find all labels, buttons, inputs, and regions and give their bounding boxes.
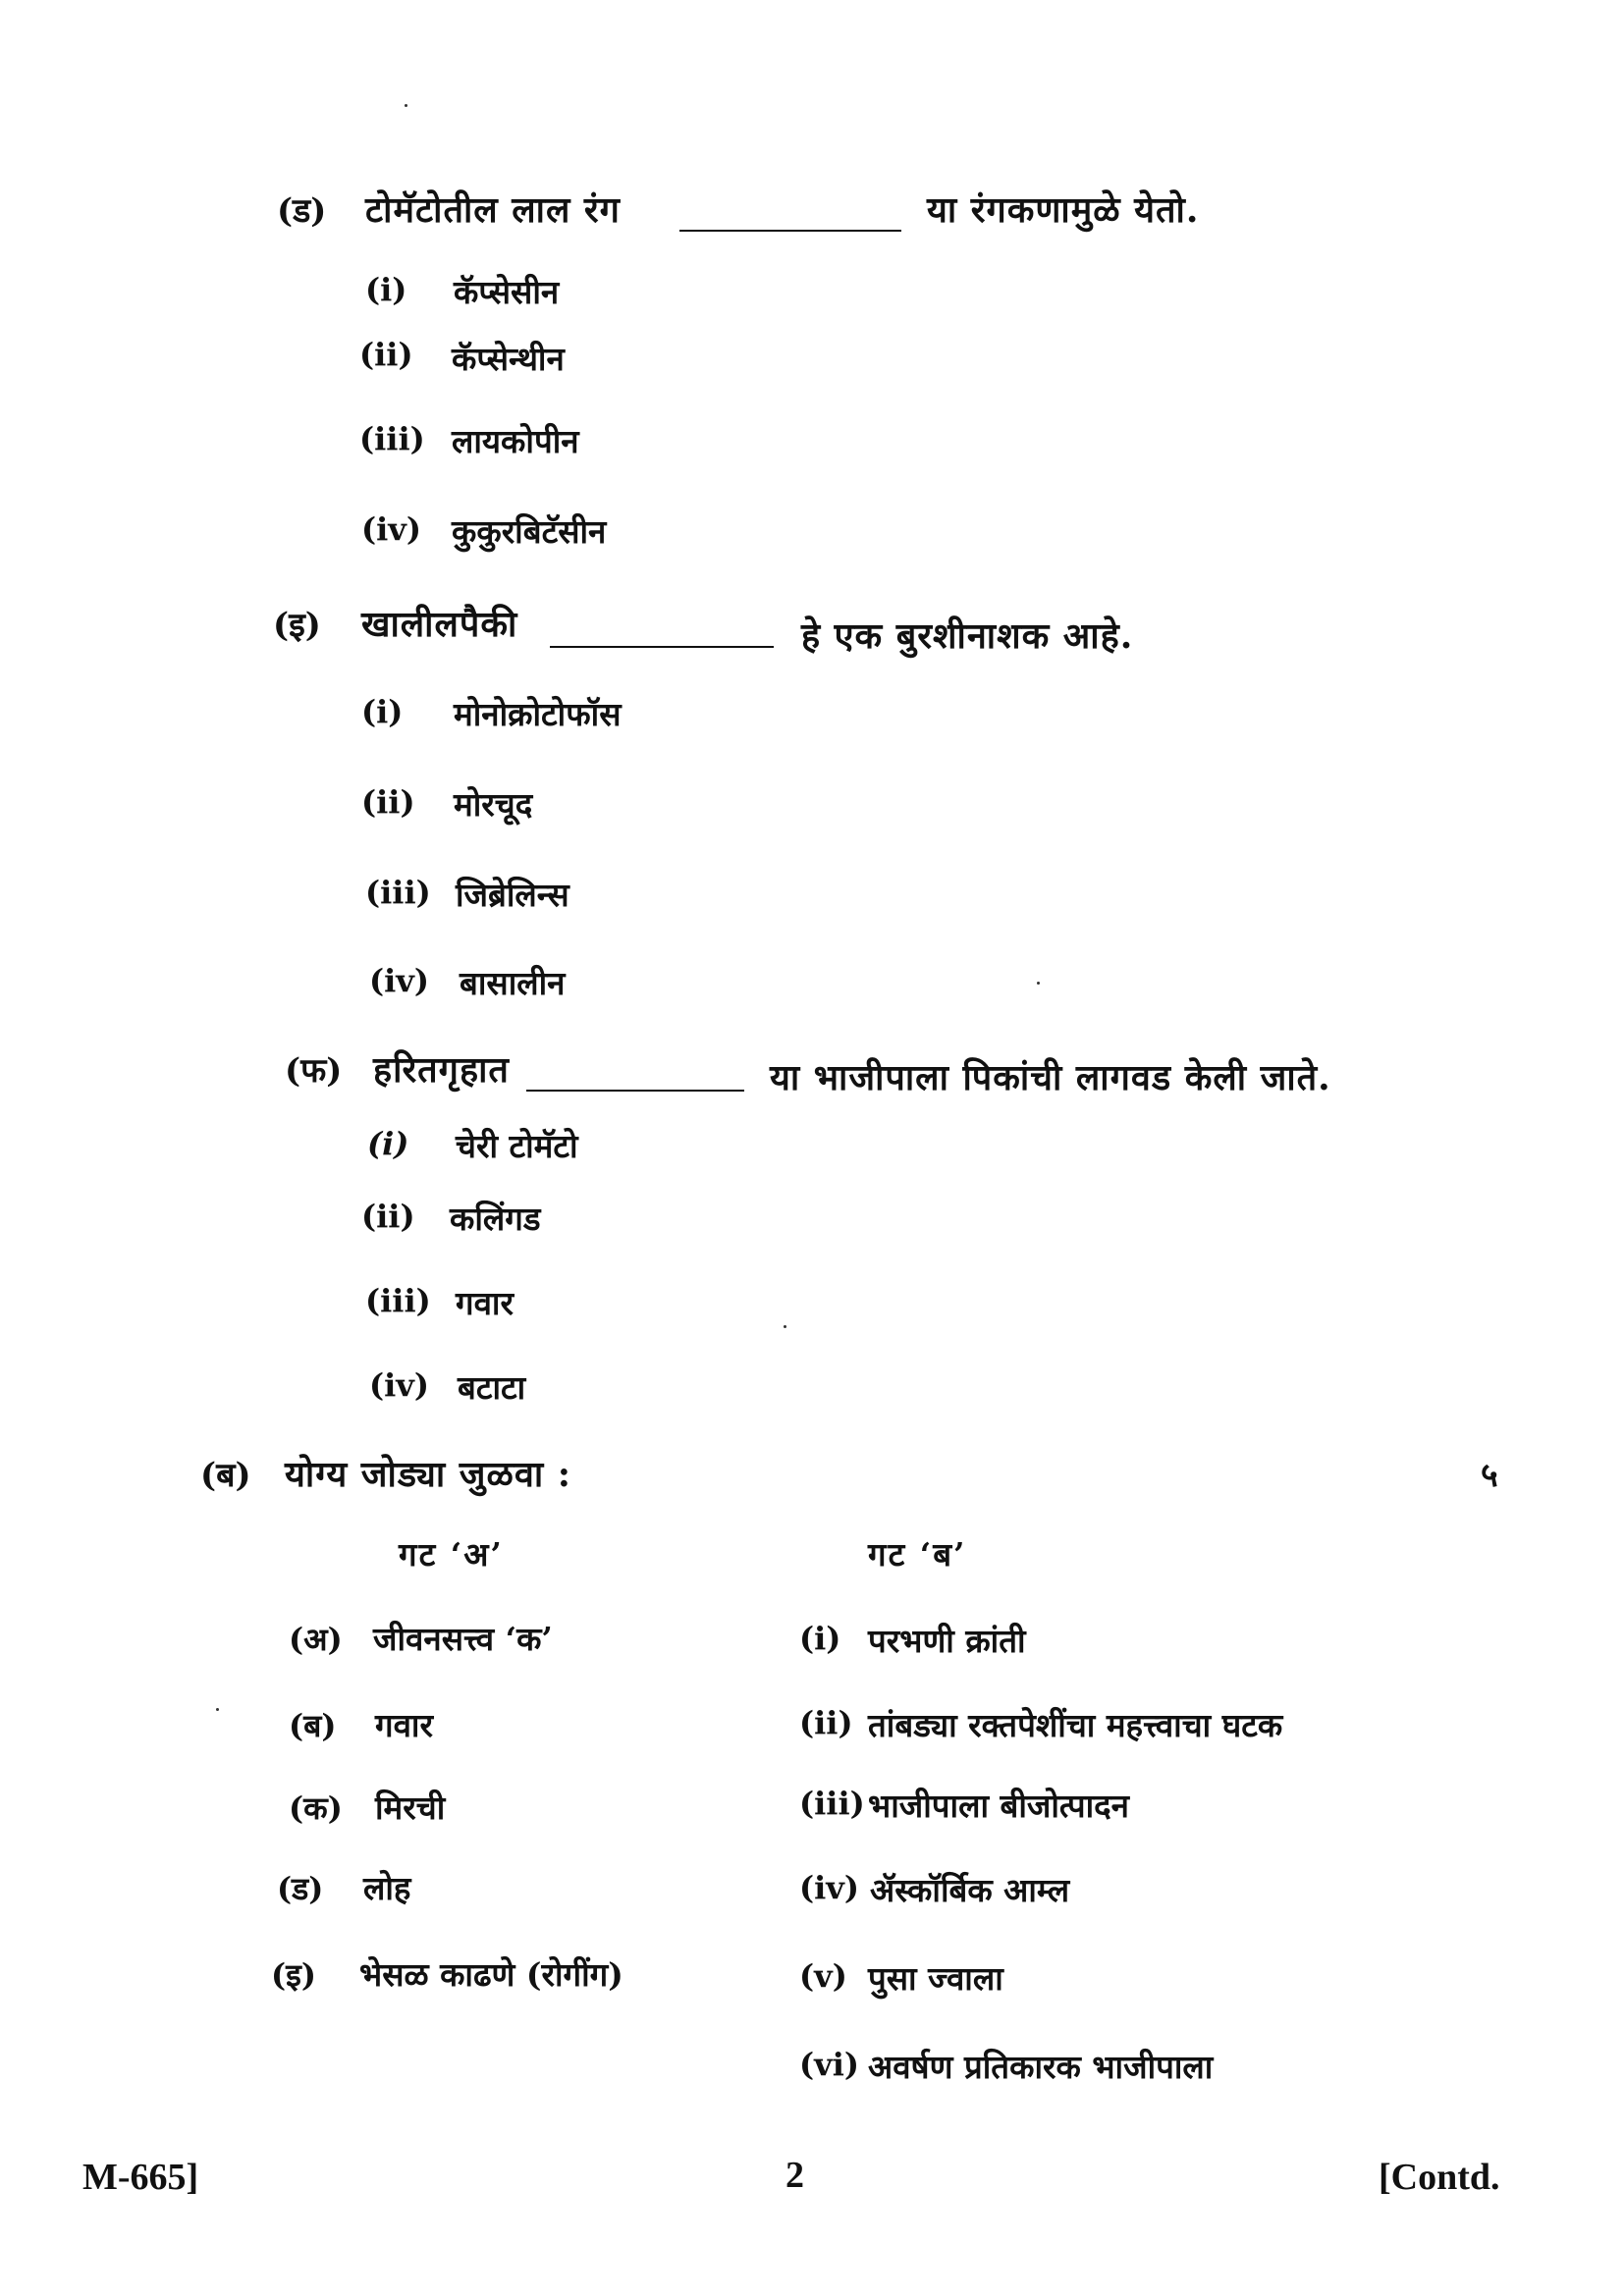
option-text: कलिंगड	[450, 1200, 541, 1238]
option-number: (iv)	[369, 1366, 430, 1404]
speck	[784, 1325, 786, 1328]
question-text-before: खालीलपैकी	[361, 604, 518, 645]
section-title: योग्य जोड्या जुळवा :	[285, 1454, 571, 1495]
match-b-text: परभणी क्रांती	[868, 1622, 1026, 1660]
match-b-text: पुसा ज्वाला	[868, 1959, 1003, 1998]
option-text: गवार	[456, 1284, 514, 1322]
option-number: (ii)	[361, 783, 415, 821]
match-a-text: जीवनसत्त्व ‘क’	[373, 1620, 553, 1658]
option-number: (iii)	[365, 1282, 431, 1319]
option-text: कॅप्सेसीन	[454, 273, 560, 311]
option-text: कॅप्सेन्थीन	[452, 340, 565, 378]
column-b-heading: गट ‘ब’	[868, 1535, 967, 1574]
question-text-before: हरितगृहात	[373, 1049, 510, 1091]
question-text-after: या भाजीपाला पिकांची लागवड केली जाते.	[770, 1057, 1331, 1098]
answer-blank	[550, 644, 774, 648]
option-text: मोनोक्रोटोफॉस	[454, 695, 622, 733]
match-b-number: (v)	[799, 1957, 847, 1995]
match-b-text: ॲस्कॉर्बिक आम्ल	[870, 1871, 1070, 1909]
answer-blank	[526, 1088, 744, 1092]
match-b-number: (ii)	[799, 1704, 853, 1741]
question-label: (ड)	[277, 191, 327, 231]
question-label: (फ)	[285, 1051, 343, 1091]
paper-code: M-665]	[82, 2157, 199, 2198]
option-number: (ii)	[359, 336, 413, 373]
option-number: (iii)	[359, 420, 425, 457]
match-a-number: (अ)	[289, 1621, 343, 1658]
match-b-text: तांबड्या रक्तपेशींचा महत्त्वाचा घटक	[868, 1706, 1283, 1744]
option-text: चेरी टोमॅटो	[456, 1127, 578, 1165]
option-text: जिब्रेलिन्स	[456, 876, 569, 914]
question-text-after: हे एक बुरशीनाशक आहे.	[801, 615, 1134, 657]
page-number: 2	[785, 2155, 804, 2196]
answer-blank	[679, 228, 901, 232]
option-text: मोरचूद	[454, 785, 533, 824]
speck	[216, 1708, 219, 1711]
column-a-heading: गट ‘अ’	[399, 1535, 504, 1574]
match-a-number: (ब)	[289, 1707, 337, 1744]
option-text: लायकोपीन	[452, 422, 579, 460]
option-number: (ii)	[361, 1198, 415, 1235]
match-a-text: मिरची	[375, 1789, 446, 1827]
option-text: बासालीन	[460, 964, 566, 1002]
match-a-text: भेसळ काढणे (रोगींग)	[359, 1955, 623, 1994]
option-number: (iv)	[369, 962, 430, 999]
option-number: (i)	[365, 271, 407, 308]
question-text-after: या रंगकणामुळे येतो.	[927, 189, 1200, 231]
option-number: (iv)	[361, 510, 422, 548]
speck	[405, 104, 407, 107]
match-a-text: गवार	[375, 1706, 433, 1744]
match-a-number: (क)	[289, 1789, 343, 1827]
match-b-text: अवर्षण प्रतिकारक भाजीपाला	[868, 2048, 1214, 2086]
option-number: (iii)	[365, 874, 431, 911]
match-a-number: (ड)	[277, 1870, 324, 1907]
match-b-number: (i)	[799, 1620, 841, 1657]
match-b-number: (iii)	[799, 1785, 865, 1822]
option-text: बटाटा	[458, 1368, 526, 1407]
section-label: (ब)	[200, 1456, 251, 1495]
question-text-before: टोमॅटोतील लाल रंग	[365, 189, 621, 231]
speck	[1037, 982, 1040, 985]
marks: ५	[1481, 1456, 1498, 1495]
match-b-number: (iv)	[799, 1869, 860, 1906]
match-b-text: भाजीपाला बीजोत्पादन	[868, 1787, 1129, 1825]
continued-marker: [Contd.	[1379, 2157, 1500, 2198]
match-b-number: (vi)	[799, 2046, 860, 2083]
question-label: (इ)	[273, 606, 321, 645]
option-number: (i)	[361, 693, 404, 730]
match-a-number: (इ)	[271, 1956, 316, 1994]
option-number: (i)	[367, 1125, 409, 1162]
match-a-text: लोह	[363, 1869, 411, 1907]
option-text: कुकुरबिटॅसीन	[452, 512, 607, 551]
